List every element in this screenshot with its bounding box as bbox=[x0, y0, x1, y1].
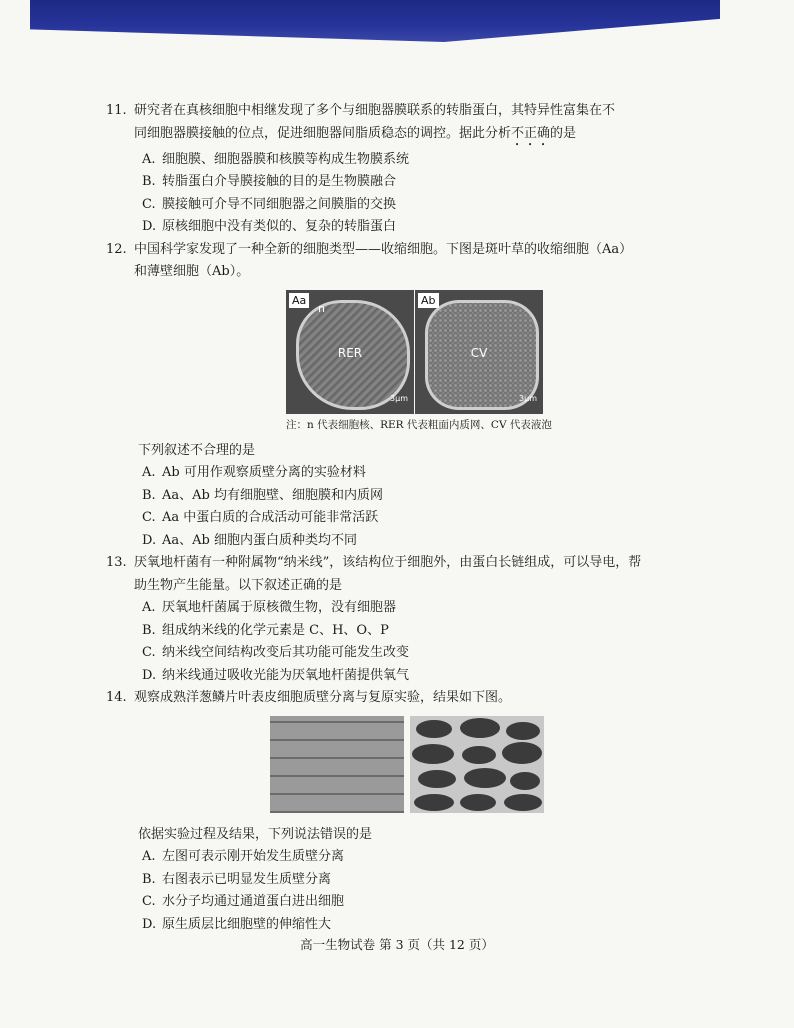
scale-bar: 3μm bbox=[390, 394, 408, 403]
panel-tag: Aa bbox=[289, 293, 309, 308]
option-d: D. Aa、Ab 细胞内蛋白质种类均不同 bbox=[142, 532, 357, 548]
top-color-band bbox=[30, 0, 720, 42]
option-b: B. 组成纳米线的化学元素是 C、H、O、P bbox=[142, 622, 389, 638]
option-c: C. Aa 中蛋白质的合成活动可能非常活跃 bbox=[142, 510, 379, 525]
option-c: C. 膜接触可介导不同细胞器之间膜脂的交换 bbox=[142, 196, 397, 212]
page-footer: 高一生物试卷 第 3 页（共 12 页） bbox=[300, 937, 494, 952]
emphasis-text: 不正确 bbox=[511, 125, 551, 141]
option-d: D. 纳米线通过吸收光能为厌氧地杆菌提供氧气 bbox=[142, 667, 410, 683]
question-stem: 助生物产生能量。以下叙述正确的是 bbox=[134, 577, 343, 593]
question-stem: 和薄壁细胞（Ab）。 bbox=[134, 264, 250, 279]
question-stem: 研究者在真核细胞中相继发现了多个与细胞器膜联系的转脂蛋白，其特异性富集在不 bbox=[134, 103, 616, 118]
vacuole-label: CV bbox=[470, 345, 488, 360]
onion-cell-figure bbox=[110, 716, 690, 816]
exam-page bbox=[106, 100, 690, 936]
option-d: D. 原生质层比细胞壁的伸缩性大 bbox=[142, 916, 332, 932]
figure-caption: 注：n 代表细胞核、RER 代表粗面内质网、CV 代表液泡 bbox=[286, 418, 552, 431]
option-d: D. 原核细胞中没有类似的、复杂的转脂蛋白 bbox=[142, 219, 397, 234]
option-b: B. 右图表示已明显发生质壁分离 bbox=[142, 871, 332, 887]
question-stem: 的是 bbox=[550, 125, 577, 141]
question-12 bbox=[106, 239, 690, 553]
micrograph-contractile-cell bbox=[286, 290, 414, 414]
option-a: A. 左图可表示刚开始发生质壁分离 bbox=[142, 849, 345, 864]
option-a: A. 细胞膜、细胞器膜和核膜等构成生物膜系统 bbox=[142, 151, 410, 167]
rer-label: RER bbox=[337, 345, 363, 360]
option-a: A. 厌氧地杆菌属于原核微生物，没有细胞器 bbox=[142, 600, 397, 615]
micrograph-parenchyma-cell bbox=[415, 290, 543, 414]
question-stem: 中国科学家发现了一种全新的细胞类型——收缩细胞。下图是斑叶草的收缩细胞（Aa） bbox=[134, 241, 633, 257]
question-14 bbox=[106, 687, 690, 936]
question-stem: 下列叙述不合理的是 bbox=[138, 442, 256, 458]
question-stem: 厌氧地杆菌有一种附属物“纳米线”，该结构位于细胞外，由蛋白长链组成，可以导电，帮 bbox=[134, 555, 642, 570]
question-11 bbox=[106, 100, 690, 239]
option-a: A. Ab 可用作观察质壁分离的实验材料 bbox=[142, 465, 366, 480]
plasmolysis-photo-left bbox=[270, 716, 404, 813]
option-b: B. Aa、Ab 均有细胞壁、细胞膜和内质网 bbox=[142, 487, 383, 503]
question-13 bbox=[106, 552, 690, 687]
question-number: 14. bbox=[106, 690, 127, 705]
plasmolysis-photo-right bbox=[410, 716, 544, 813]
option-c: C. 纳米线空间结构改变后其功能可能发生改变 bbox=[142, 645, 410, 660]
option-b: B. 转脂蛋白介导膜接触的目的是生物膜融合 bbox=[142, 174, 397, 189]
question-stem: 同细胞器膜接触的位点，促进细胞器间脂质稳态的调控。据此分析 bbox=[134, 125, 512, 141]
question-number: 12. bbox=[106, 241, 127, 257]
panel-tag: Ab bbox=[418, 293, 439, 308]
question-number: 11. bbox=[106, 103, 127, 118]
option-c: C. 水分子均通过通道蛋白进出细胞 bbox=[142, 894, 345, 909]
nucleus-label: n bbox=[318, 301, 325, 315]
scale-bar: 3μm bbox=[519, 394, 537, 403]
micrograph-figure bbox=[110, 290, 690, 440]
question-stem: 依据实验过程及结果，下列说法错误的是 bbox=[138, 826, 373, 842]
question-stem: 观察成熟洋葱鳞片叶表皮细胞质壁分离与复原实验，结果如下图。 bbox=[134, 690, 512, 705]
question-number: 13. bbox=[106, 555, 127, 570]
